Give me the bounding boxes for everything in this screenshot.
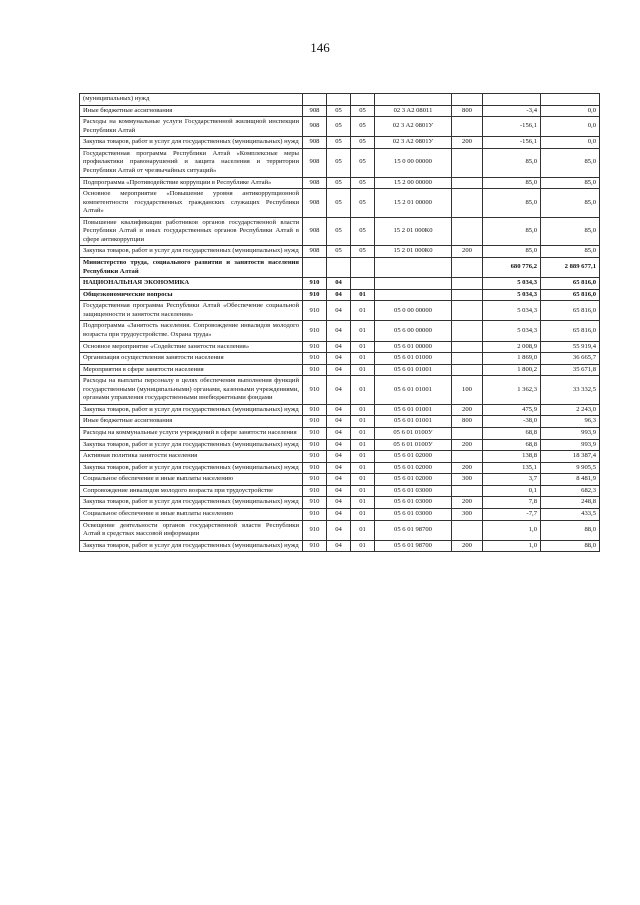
row-name: Министерство труда, социального развития и занятости населения Республики Алтай <box>80 258 303 278</box>
amount-total: 65 816,0 <box>541 278 600 290</box>
amount-total: 33 332,5 <box>541 376 600 405</box>
section-code: 04 <box>327 404 351 416</box>
section-code: 05 <box>327 189 351 218</box>
section-code: 04 <box>327 497 351 509</box>
target-article: 05 6 01 98700 <box>375 540 452 552</box>
ministry-code: 910 <box>303 540 327 552</box>
section-code: 05 <box>327 148 351 177</box>
expense-type <box>452 117 483 137</box>
row-name: Расходы на выплаты персоналу в целях обеспечения выполнения функций государственными (муниципальными) органами, казенными учреждениями, органами управления государственными внебюджетными фондами <box>80 376 303 405</box>
section-code: 04 <box>327 462 351 474</box>
expense-type <box>452 353 483 365</box>
amount-change: 68,8 <box>483 428 541 440</box>
ministry-code: 910 <box>303 416 327 428</box>
table-row <box>80 364 600 376</box>
expense-type: 200 <box>452 439 483 451</box>
target-article: 05 6 01 01001 <box>375 364 452 376</box>
subsection-code: 01 <box>351 416 375 428</box>
amount-total: 993,9 <box>541 428 600 440</box>
amount-total: 85,0 <box>541 148 600 177</box>
section-code: 04 <box>327 428 351 440</box>
amount-change: -7,7 <box>483 508 541 520</box>
row-name: Мероприятия в сфере занятости населения <box>80 364 303 376</box>
amount-total: 55 919,4 <box>541 341 600 353</box>
expense-type: 200 <box>452 246 483 258</box>
table-row <box>80 404 600 416</box>
ministry-code: 910 <box>303 497 327 509</box>
section-code: 04 <box>327 451 351 463</box>
subsection-code: 01 <box>351 341 375 353</box>
ministry-code: 908 <box>303 117 327 137</box>
subsection-code: 01 <box>351 520 375 540</box>
subsection-code: 05 <box>351 117 375 137</box>
row-name: (муниципальных) нужд <box>80 94 303 106</box>
expense-type: 200 <box>452 137 483 149</box>
ministry-code: 910 <box>303 353 327 365</box>
row-name: Активная политика занятости населения <box>80 451 303 463</box>
target-article: 05 6 01 03000 <box>375 485 452 497</box>
subsection-code: 01 <box>351 428 375 440</box>
amount-total: 18 387,4 <box>541 451 600 463</box>
table-row <box>80 485 600 497</box>
expense-type <box>452 189 483 218</box>
ministry-code: 908 <box>303 177 327 189</box>
expense-type: 200 <box>452 540 483 552</box>
ministry-code: 910 <box>303 376 327 405</box>
expense-type: 300 <box>452 474 483 486</box>
section-code: 04 <box>327 278 351 290</box>
target-article: 02 3 A2 08011 <box>375 105 452 117</box>
amount-total: 36 665,7 <box>541 353 600 365</box>
target-article: 05 6 01 01001 <box>375 376 452 405</box>
section-code: 05 <box>327 105 351 117</box>
amount-change: -3,4 <box>483 105 541 117</box>
target-article: 05 6 01 03000 <box>375 497 452 509</box>
target-article <box>375 258 452 278</box>
target-article: 02 3 A2 0801У <box>375 117 452 137</box>
target-article: 05 6 01 02000 <box>375 474 452 486</box>
amount-total: 85,0 <box>541 217 600 246</box>
section-code: 04 <box>327 341 351 353</box>
section-code <box>327 94 351 106</box>
expense-type <box>452 485 483 497</box>
amount-change: 0,1 <box>483 485 541 497</box>
amount-change: 7,8 <box>483 497 541 509</box>
row-name: Расходы на коммунальные услуги учреждений в сфере занятости населения <box>80 428 303 440</box>
ministry-code: 908 <box>303 246 327 258</box>
row-name: Иные бюджетные ассигнования <box>80 105 303 117</box>
amount-change: 1,0 <box>483 540 541 552</box>
table-row <box>80 217 600 246</box>
amount-change: -38,0 <box>483 416 541 428</box>
subsection-code: 01 <box>351 474 375 486</box>
row-name: Сопровождение инвалидов молодого возраста при трудоустройстве <box>80 485 303 497</box>
expense-type: 100 <box>452 376 483 405</box>
subsection-code: 01 <box>351 353 375 365</box>
table-row <box>80 353 600 365</box>
row-name: Закупка товаров, работ и услуг для государственных (муниципальных) нужд <box>80 462 303 474</box>
section-code: 04 <box>327 416 351 428</box>
expense-type <box>452 278 483 290</box>
table-row <box>80 289 600 301</box>
target-article: 15 2 01 000К0 <box>375 246 452 258</box>
expense-type <box>452 177 483 189</box>
amount-total: 993,9 <box>541 439 600 451</box>
ministry-code: 910 <box>303 289 327 301</box>
table-row <box>80 520 600 540</box>
amount-change: 85,0 <box>483 246 541 258</box>
amount-total: 2 889 677,1 <box>541 258 600 278</box>
section-code <box>327 258 351 278</box>
target-article: 05 6 01 02000 <box>375 451 452 463</box>
row-name: Подпрограмма «Противодействие коррупции в Республике Алтай» <box>80 177 303 189</box>
section-code: 05 <box>327 117 351 137</box>
amount-change: -156,1 <box>483 117 541 137</box>
table-row <box>80 376 600 405</box>
subsection-code <box>351 94 375 106</box>
amount-change: 85,0 <box>483 177 541 189</box>
amount-total: 85,0 <box>541 177 600 189</box>
amount-change: 2 008,9 <box>483 341 541 353</box>
amount-total: 85,0 <box>541 246 600 258</box>
subsection-code <box>351 278 375 290</box>
amount-change: 5 034,3 <box>483 289 541 301</box>
target-article <box>375 278 452 290</box>
table-row <box>80 246 600 258</box>
subsection-code: 01 <box>351 508 375 520</box>
target-article: 15 2 00 00000 <box>375 177 452 189</box>
table-row <box>80 462 600 474</box>
section-code: 04 <box>327 508 351 520</box>
amount-change: 1 869,0 <box>483 353 541 365</box>
table-row <box>80 416 600 428</box>
row-name: Закупка товаров, работ и услуг для государственных (муниципальных) нужд <box>80 246 303 258</box>
expense-type: 800 <box>452 105 483 117</box>
target-article: 05 6 01 00000 <box>375 341 452 353</box>
amount-total: 8 481,9 <box>541 474 600 486</box>
row-name: Организация осуществления занятости населения <box>80 353 303 365</box>
expense-type <box>452 364 483 376</box>
subsection-code: 01 <box>351 439 375 451</box>
row-name: Закупка товаров, работ и услуг для государственных (муниципальных) нужд <box>80 137 303 149</box>
section-code: 04 <box>327 485 351 497</box>
amount-change <box>483 94 541 106</box>
amount-change: 138,8 <box>483 451 541 463</box>
expense-type <box>452 258 483 278</box>
amount-change: 3,7 <box>483 474 541 486</box>
section-code: 05 <box>327 137 351 149</box>
row-name: Основное мероприятие «Повышение уровня антикоррупционной компетентности государственных гражданских служащих Республики Алтай» <box>80 189 303 218</box>
amount-total: 88,0 <box>541 520 600 540</box>
table-row <box>80 117 600 137</box>
amount-total: 85,0 <box>541 189 600 218</box>
expense-type <box>452 301 483 321</box>
target-article: 05 0 00 00000 <box>375 301 452 321</box>
amount-total: 248,8 <box>541 497 600 509</box>
subsection-code: 01 <box>351 321 375 341</box>
ministry-code: 910 <box>303 451 327 463</box>
ministry-code: 908 <box>303 137 327 149</box>
amount-change: 85,0 <box>483 189 541 218</box>
ministry-code: 910 <box>303 474 327 486</box>
expense-type <box>452 289 483 301</box>
target-article <box>375 289 452 301</box>
table-row <box>80 540 600 552</box>
target-article <box>375 94 452 106</box>
amount-total: 65 816,0 <box>541 289 600 301</box>
amount-total: 433,5 <box>541 508 600 520</box>
amount-change: 135,1 <box>483 462 541 474</box>
subsection-code: 05 <box>351 148 375 177</box>
section-code: 04 <box>327 439 351 451</box>
amount-total: 0,0 <box>541 105 600 117</box>
section-code: 05 <box>327 177 351 189</box>
amount-change: 5 034,3 <box>483 321 541 341</box>
section-code: 04 <box>327 520 351 540</box>
subsection-code: 01 <box>351 404 375 416</box>
ministry-code: 910 <box>303 428 327 440</box>
ministry-code: 910 <box>303 404 327 416</box>
ministry-code: 910 <box>303 439 327 451</box>
amount-total <box>541 94 600 106</box>
expense-type <box>452 321 483 341</box>
table-row <box>80 508 600 520</box>
table-row <box>80 321 600 341</box>
row-name: Государственная программа Республики Алтай «Комплексные меры профилактики правонарушений и защита населения и территории Республики Алтай от чрезвычайных ситуаций» <box>80 148 303 177</box>
ministry-code: 910 <box>303 321 327 341</box>
subsection-code: 01 <box>351 301 375 321</box>
expense-type: 300 <box>452 508 483 520</box>
table-row <box>80 451 600 463</box>
amount-change: 85,0 <box>483 217 541 246</box>
section-code: 05 <box>327 246 351 258</box>
subsection-code: 01 <box>351 462 375 474</box>
expense-type <box>452 520 483 540</box>
section-code: 04 <box>327 364 351 376</box>
subsection-code: 01 <box>351 485 375 497</box>
expense-type <box>452 341 483 353</box>
row-name: Закупка товаров, работ и услуг для государственных (муниципальных) нужд <box>80 404 303 416</box>
target-article: 05 6 01 0100У <box>375 428 452 440</box>
table-row <box>80 177 600 189</box>
amount-change: 1 362,3 <box>483 376 541 405</box>
table-row <box>80 148 600 177</box>
ministry-code: 910 <box>303 462 327 474</box>
expense-type <box>452 217 483 246</box>
row-name: Освещение деятельности органов государственной власти Республики Алтай в средствах массовой информации <box>80 520 303 540</box>
expense-type: 200 <box>452 404 483 416</box>
subsection-code: 01 <box>351 451 375 463</box>
expense-type <box>452 428 483 440</box>
subsection-code: 05 <box>351 189 375 218</box>
row-name: Государственная программа Республики Алтай «Обеспечение социальной защищенности и занятости населения» <box>80 301 303 321</box>
amount-total: 9 905,5 <box>541 462 600 474</box>
ministry-code: 908 <box>303 189 327 218</box>
target-article: 05 6 01 98700 <box>375 520 452 540</box>
row-name: Общеэкономические вопросы <box>80 289 303 301</box>
table-row <box>80 301 600 321</box>
ministry-code: 908 <box>303 105 327 117</box>
expense-type <box>452 148 483 177</box>
expense-type: 200 <box>452 497 483 509</box>
amount-change: 5 034,3 <box>483 278 541 290</box>
amount-total: 2 243,0 <box>541 404 600 416</box>
row-name: Закупка товаров, работ и услуг для государственных (муниципальных) нужд <box>80 540 303 552</box>
ministry-code: 908 <box>303 148 327 177</box>
subsection-code: 05 <box>351 105 375 117</box>
amount-change: 680 776,2 <box>483 258 541 278</box>
ministry-code: 910 <box>303 278 327 290</box>
section-code: 04 <box>327 301 351 321</box>
ministry-code: 910 <box>303 341 327 353</box>
table-row <box>80 94 600 106</box>
table-row <box>80 474 600 486</box>
amount-change: 475,9 <box>483 404 541 416</box>
table-row <box>80 258 600 278</box>
row-name: Закупка товаров, работ и услуг для государственных (муниципальных) нужд <box>80 439 303 451</box>
target-article: 05 6 01 01000 <box>375 353 452 365</box>
row-name: Закупка товаров, работ и услуг для государственных (муниципальных) нужд <box>80 497 303 509</box>
subsection-code <box>351 258 375 278</box>
ministry-code: 908 <box>303 217 327 246</box>
ministry-code: 910 <box>303 485 327 497</box>
target-article: 15 2 01 00000 <box>375 189 452 218</box>
section-code: 04 <box>327 376 351 405</box>
row-name: Иные бюджетные ассигнования <box>80 416 303 428</box>
amount-total: 65 816,0 <box>541 301 600 321</box>
table-row <box>80 497 600 509</box>
target-article: 05 6 01 03000 <box>375 508 452 520</box>
amount-total: 96,3 <box>541 416 600 428</box>
row-name: Основное мероприятие «Содействие занятости населения» <box>80 341 303 353</box>
expense-type <box>452 94 483 106</box>
target-article: 05 6 01 01001 <box>375 404 452 416</box>
table-row <box>80 341 600 353</box>
ministry-code <box>303 258 327 278</box>
section-code: 04 <box>327 540 351 552</box>
amount-change: 68,8 <box>483 439 541 451</box>
section-code: 05 <box>327 217 351 246</box>
subsection-code: 01 <box>351 540 375 552</box>
subsection-code: 01 <box>351 497 375 509</box>
amount-change: 85,0 <box>483 148 541 177</box>
table-row <box>80 278 600 290</box>
section-code: 04 <box>327 474 351 486</box>
row-name: Расходы на коммунальные услуги Государственной жилищной инспекции Республики Алтай <box>80 117 303 137</box>
ministry-code: 910 <box>303 520 327 540</box>
expense-type: 200 <box>452 462 483 474</box>
amount-total: 35 671,8 <box>541 364 600 376</box>
amount-total: 0,0 <box>541 117 600 137</box>
ministry-code: 910 <box>303 301 327 321</box>
target-article: 15 2 01 000К0 <box>375 217 452 246</box>
target-article: 15 0 00 00000 <box>375 148 452 177</box>
ministry-code <box>303 94 327 106</box>
expense-type <box>452 451 483 463</box>
subsection-code: 01 <box>351 364 375 376</box>
row-name: Повышение квалификации работников органов государственной власти Республики Алтай и иных государственных органов Республики Алтай в сфере антикоррупции <box>80 217 303 246</box>
table-row <box>80 439 600 451</box>
amount-change: 1,0 <box>483 520 541 540</box>
target-article: 02 3 A2 0801У <box>375 137 452 149</box>
ministry-code: 910 <box>303 508 327 520</box>
target-article: 05 6 00 00000 <box>375 321 452 341</box>
row-name: Социальное обеспечение и иные выплаты населению <box>80 508 303 520</box>
expense-type: 800 <box>452 416 483 428</box>
subsection-code: 01 <box>351 376 375 405</box>
subsection-code: 05 <box>351 137 375 149</box>
row-name: Социальное обеспечение и иные выплаты населению <box>80 474 303 486</box>
amount-total: 65 816,0 <box>541 321 600 341</box>
subsection-code: 05 <box>351 217 375 246</box>
amount-change: 5 034,3 <box>483 301 541 321</box>
target-article: 05 6 01 0100У <box>375 439 452 451</box>
section-code: 04 <box>327 353 351 365</box>
budget-table <box>79 93 600 552</box>
subsection-code: 05 <box>351 177 375 189</box>
amount-change: -156,1 <box>483 137 541 149</box>
page-number: 146 <box>310 40 330 55</box>
section-code: 04 <box>327 289 351 301</box>
table-row <box>80 428 600 440</box>
section-code: 04 <box>327 321 351 341</box>
table-row <box>80 189 600 218</box>
subsection-code: 05 <box>351 246 375 258</box>
amount-total: 0,0 <box>541 137 600 149</box>
table-row <box>80 105 600 117</box>
amount-change: 1 800,2 <box>483 364 541 376</box>
row-name: НАЦИОНАЛЬНАЯ ЭКОНОМИКА <box>80 278 303 290</box>
subsection-code: 01 <box>351 289 375 301</box>
ministry-code: 910 <box>303 364 327 376</box>
row-name: Подпрограмма «Занятость населения. Сопровождение инвалидов молодого возраста при трудоустройстве. Охрана труда» <box>80 321 303 341</box>
table-row <box>80 137 600 149</box>
target-article: 05 6 01 02000 <box>375 462 452 474</box>
target-article: 05 6 01 01001 <box>375 416 452 428</box>
amount-total: 88,0 <box>541 540 600 552</box>
amount-total: 682,3 <box>541 485 600 497</box>
